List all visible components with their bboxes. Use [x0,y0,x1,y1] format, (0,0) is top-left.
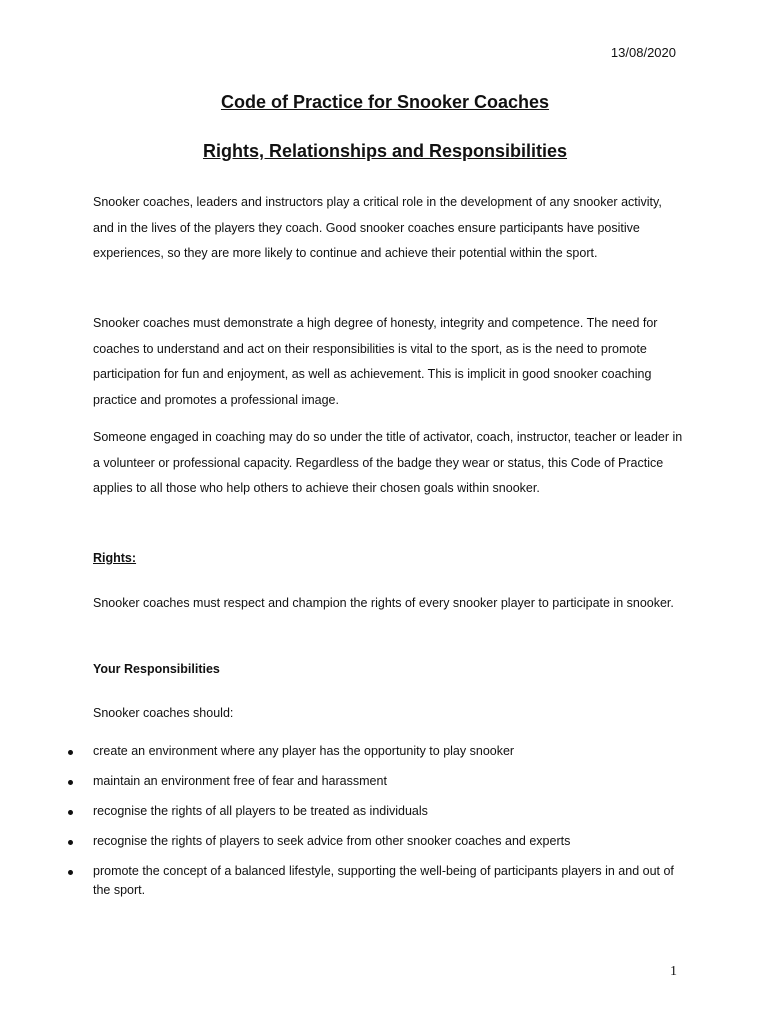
bullet-icon [68,810,73,815]
list-item-text: create an environment where any player has the opportunity to play snooker [93,744,515,758]
list-item [66,832,686,851]
document-date: 13/08/2020 [610,45,676,60]
intro-paragraph-1 [93,190,683,267]
responsibilities-intro: Snooker coaches should: [93,706,234,720]
list-item [66,742,686,761]
list-item-text: recognise the rights of players to seek advice from other snooker coaches and experts [93,834,571,848]
bullet-icon [68,750,73,755]
bullet-icon [68,780,73,785]
paragraph-text: Snooker coaches must demonstrate a high degree of honesty, integrity and competence. The need for coaches to understand and act on their responsibilities is vital to the sport, as is the need to promote participation for fun and enjoyment, as well as achievement. This is implicit in good snooker coaching practice and promotes a professional image. [93,316,658,407]
document-title: Code of Practice for Snooker Coaches [220,92,550,112]
document-subtitle: Rights, Relationships and Responsibilities [202,141,568,161]
rights-paragraph [93,591,683,617]
paragraph-text: Snooker coaches must respect and champion the rights of every snooker player to participate in snooker. [93,596,674,610]
bullet-icon [68,870,73,875]
paragraph-text: Someone engaged in coaching may do so under the title of activator, coach, instructor, teacher or leader in a volunteer or professional capacity. Regardless of the badge they wear or status, this Code of Practice applies to all those who help others to achieve their chosen goals within snooker. [93,430,683,495]
list-item [66,772,686,791]
list-item-text: maintain an environment free of fear and harassment [93,774,387,788]
paragraph-text: Snooker coaches, leaders and instructors play a critical role in the development of any snooker activity, and in the lives of the players they coach. Good snooker coaches ensure participants have positive experiences, so they are more likely to continue and achieve their potential within the sport. [93,195,662,260]
bullet-icon [68,840,73,845]
list-item-text: promote the concept of a balanced lifestyle, supporting the well-being of participants players in and out of the sport. [93,864,674,897]
responsibilities-heading: Your Responsibilities [93,662,220,676]
intro-paragraph-3 [93,425,683,502]
list-item [66,862,686,900]
list-item-text: recognise the rights of all players to be treated as individuals [93,804,428,818]
page-number: 1 [670,964,677,979]
rights-heading: Rights: [93,551,137,565]
intro-paragraph-2 [93,311,683,413]
responsibilities-list [66,742,686,911]
list-item [66,802,686,821]
